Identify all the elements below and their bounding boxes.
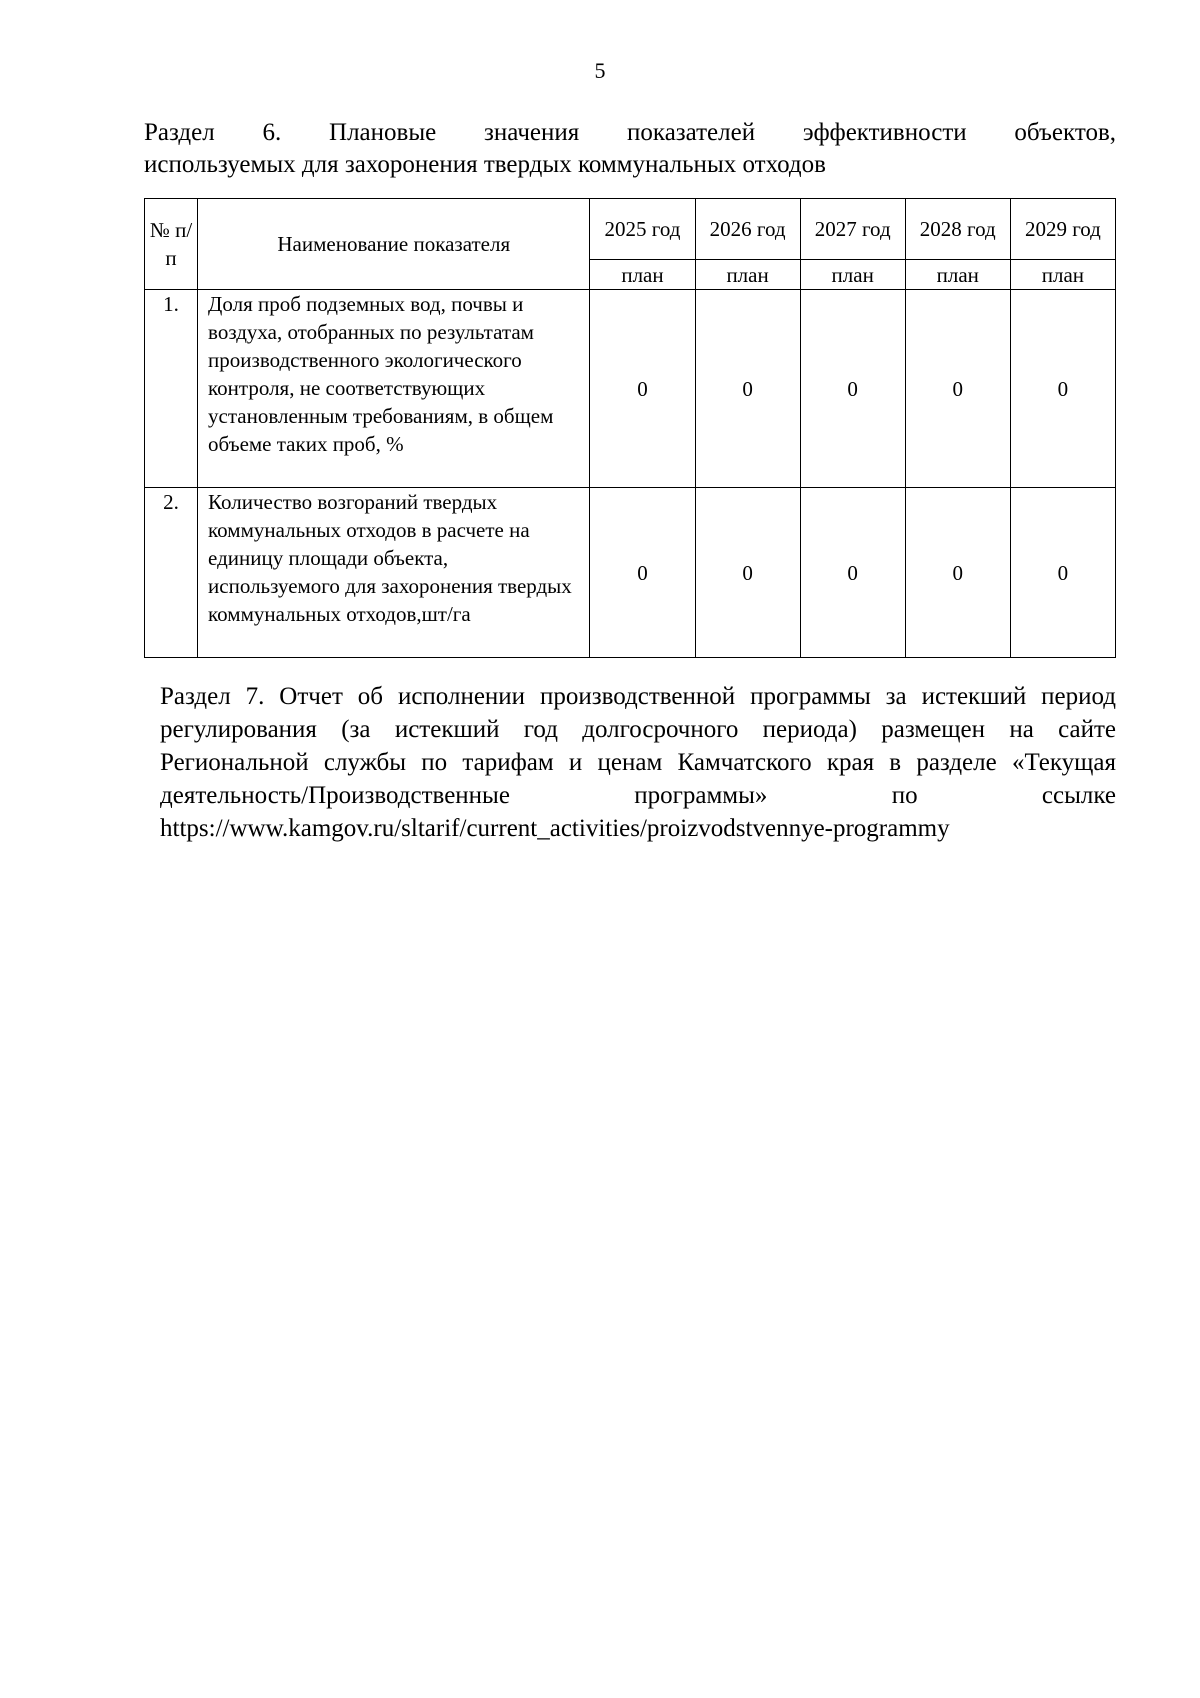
indicator-name: Доля проб подземных вод, почвы и воздуха, отобранных по результатам производственного экологического контроля, не соответствующих установленным требованиям, в общем объеме таких проб, % xyxy=(198,290,590,488)
plan-value: 0 xyxy=(590,488,695,658)
row-number: 2. xyxy=(145,488,198,658)
section7-link[interactable]: https://www.kamgov.ru/sltarif/current_activities/proizvodstvennye-programmy xyxy=(160,815,950,842)
header-plan: план xyxy=(800,260,905,290)
section6-title xyxy=(144,117,1116,181)
table-row xyxy=(145,290,1116,488)
plan-value: 0 xyxy=(695,290,800,488)
section7-text: Раздел 7. Отчет об исполнении производственной программы за истекший период регулирования (за истекший год долгосрочного периода) размещен на сайте Региональной службы по тарифам и ценам Камчатского края в разделе «Текущая деятельность/Производственные программы» по ссылке xyxy=(160,683,1116,809)
header-plan: план xyxy=(1010,260,1115,290)
header-year: 2029 год xyxy=(1010,199,1115,260)
plan-value: 0 xyxy=(1010,488,1115,658)
table-row xyxy=(145,488,1116,658)
header-plan: план xyxy=(905,260,1010,290)
plan-value: 0 xyxy=(695,488,800,658)
plan-value: 0 xyxy=(905,290,1010,488)
indicator-name: Количество возгораний твердых коммунальных отходов в расчете на единицу площади объекта, используемого для захоронения твердых коммунальных отходов,шт/га xyxy=(198,488,590,658)
plan-value: 0 xyxy=(800,488,905,658)
header-plan: план xyxy=(590,260,695,290)
indicators-table xyxy=(144,198,1116,658)
section7-paragraph xyxy=(160,680,1116,845)
plan-value: 0 xyxy=(800,290,905,488)
table-header-row xyxy=(145,199,1116,260)
plan-value: 0 xyxy=(905,488,1010,658)
row-number: 1. xyxy=(145,290,198,488)
plan-value: 0 xyxy=(590,290,695,488)
page-number: 5 xyxy=(594,58,606,83)
header-plan: план xyxy=(695,260,800,290)
plan-value: 0 xyxy=(1010,290,1115,488)
header-year: 2026 год xyxy=(695,199,800,260)
header-year: 2025 год xyxy=(590,199,695,260)
header-year: 2027 год xyxy=(800,199,905,260)
header-year: 2028 год xyxy=(905,199,1010,260)
section6-title-line1: Раздел 6. Плановые значения показателей эффективности объектов, xyxy=(144,119,1116,146)
header-name: Наименование показателя xyxy=(198,199,590,290)
header-num: № п/п xyxy=(145,199,198,290)
section6-title-line2: используемых для захоронения твердых коммунальных отходов xyxy=(144,151,826,178)
